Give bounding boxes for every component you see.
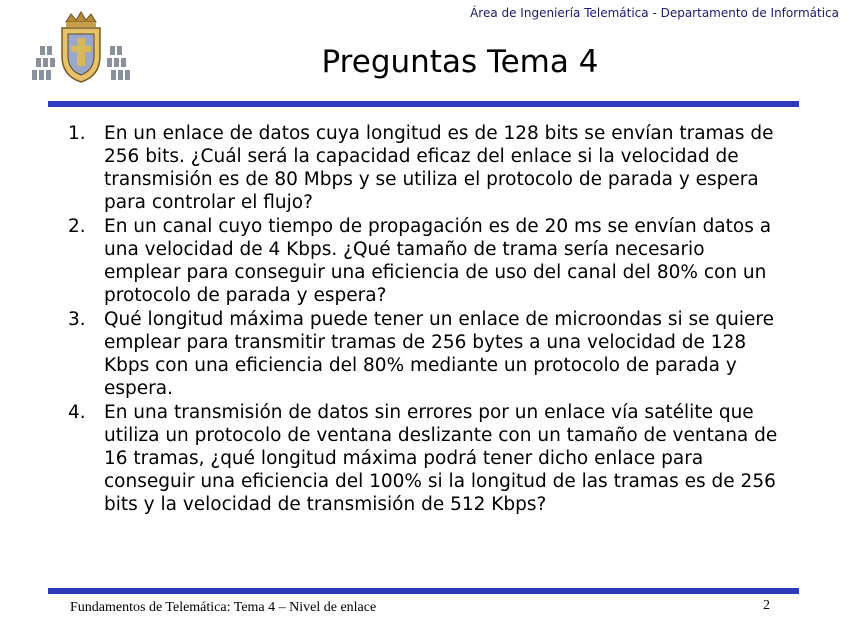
footer-course-title: Fundamentos de Telemática: Tema 4 – Nivel de enlace [70, 600, 377, 615]
question-list [68, 122, 780, 517]
question-number: 3. [68, 309, 86, 330]
list-item [68, 308, 780, 400]
page-title: Preguntas Tema 4 [321, 44, 599, 80]
question-number: 4. [68, 402, 86, 423]
header-divider [48, 101, 799, 107]
question-number: 1. [68, 123, 86, 144]
university-seal-icon [26, 8, 136, 88]
question-text: Qué longitud máxima puede tener un enlace de microondas si se quiere emplear para transmitir tramas de 256 bytes a una velocidad de 128 Kbps con una eficiencia del 80% mediante un protocolo de parada y espera. [104, 309, 774, 399]
page-number: 2 [763, 598, 770, 613]
department-header: Área de Ingeniería Telemática - Departamento de Informática [470, 6, 839, 20]
footer-divider [48, 588, 799, 594]
question-text: En un canal cuyo tiempo de propagación es de 20 ms se envían datos a una velocidad de 4 Kbps. ¿Qué tamaño de trama sería necesario emplear para conseguir una eficiencia de uso del canal del 80% con un protocolo de parada y espera? [104, 216, 772, 306]
question-text: En una transmisión de datos sin errores por un enlace vía satélite que utiliza un protocolo de ventana deslizante con un tamaño de ventana de 16 tramas, ¿qué longitud máxima podrá tener dicho enlace para conseguir una eficiencia del 100% si la longitud de las tramas es de 256 bits y la velocidad de transmisión de 512 Kbps? [104, 402, 778, 515]
list-item [68, 215, 780, 307]
list-item [68, 122, 780, 214]
question-number: 2. [68, 216, 86, 237]
list-item [68, 401, 780, 516]
question-text: En un enlace de datos cuya longitud es de 128 bits se envían tramas de 256 bits. ¿Cuál será la capacidad eficaz del enlace si la velocidad de transmisión es de 80 Mbps y se utiliza el protocolo de parada y espera para controlar el flujo? [104, 123, 774, 213]
